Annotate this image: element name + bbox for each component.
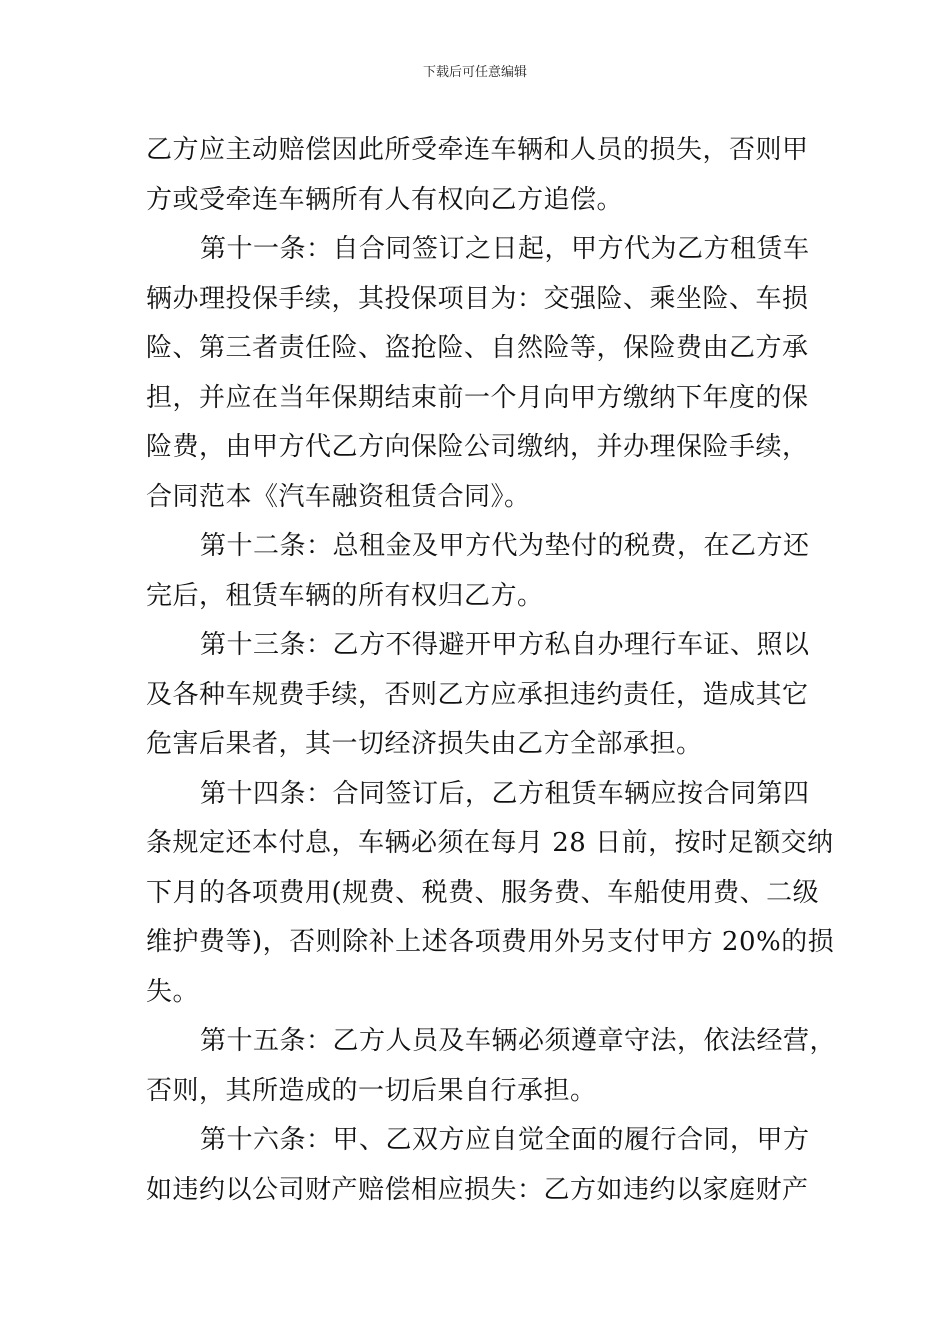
text-line: 条规定还本付息，车辆必须在每月 28 日前，按时足额交纳 <box>146 828 834 858</box>
text-line: 方或受牵连车辆所有人有权向乙方追偿。 <box>146 184 624 215</box>
text-line: 辆办理投保手续，其投保项目为：交强险、乘坐险、车损 <box>146 283 809 314</box>
text-line: 险费，由甲方代乙方向保险公司缴纳，并办理保险手续， <box>146 432 809 462</box>
text-line: 险、第三者责任险、盗抢险、自然险等，保险费由乙方承 <box>146 333 809 363</box>
document-body <box>146 126 837 1215</box>
text-line: 如违约以公司财产赔偿相应损失：乙方如违约以家庭财产 <box>146 1174 809 1205</box>
text-line: 乙方应主动赔偿因此所受牵连车辆和人员的损失，否则甲 <box>146 135 809 165</box>
article-12-heading-line: 第十二条：总租金及甲方代为垫付的税费，在乙方还 <box>200 531 810 561</box>
text-line: 失。 <box>146 976 200 1007</box>
text-line: 维护费等)，否则除补上述各项费用外另支付甲方 20%的损 <box>146 927 835 957</box>
text-line: 及各种车规费手续，否则乙方应承担违约责任，造成其它 <box>146 679 809 710</box>
page-header: 下载后可任意编辑 <box>422 65 527 80</box>
text-line: 否则，其所造成的一切后果自行承担。 <box>146 1075 597 1106</box>
text-line: 合同范本《汽车融资租赁合同》。 <box>146 481 531 512</box>
article-11-heading-line: 第十一条：自合同签订之日起，甲方代为乙方租赁车 <box>200 234 810 264</box>
text-line: 完后，租赁车辆的所有权归乙方。 <box>146 580 544 611</box>
article-16-heading-line: 第十六条：甲、乙双方应自觉全面的履行合同，甲方 <box>200 1125 810 1155</box>
article-15-heading-line: 第十五条：乙方人员及车辆必须遵章守法，依法经营， <box>200 1026 837 1056</box>
article-14-heading-line: 第十四条：合同签订后，乙方租赁车辆应按合同第四 <box>200 778 810 809</box>
text-line: 危害后果者，其一切经济损失由乙方全部承担。 <box>146 729 703 759</box>
text-line: 担，并应在当年保期结束前一个月向甲方缴纳下年度的保 <box>146 382 809 413</box>
text-line: 下月的各项费用(规费、税费、服务费、车船使用费、二级 <box>146 877 820 908</box>
article-13-heading-line: 第十三条：乙方不得避开甲方私自办理行车证、照以 <box>200 630 810 660</box>
